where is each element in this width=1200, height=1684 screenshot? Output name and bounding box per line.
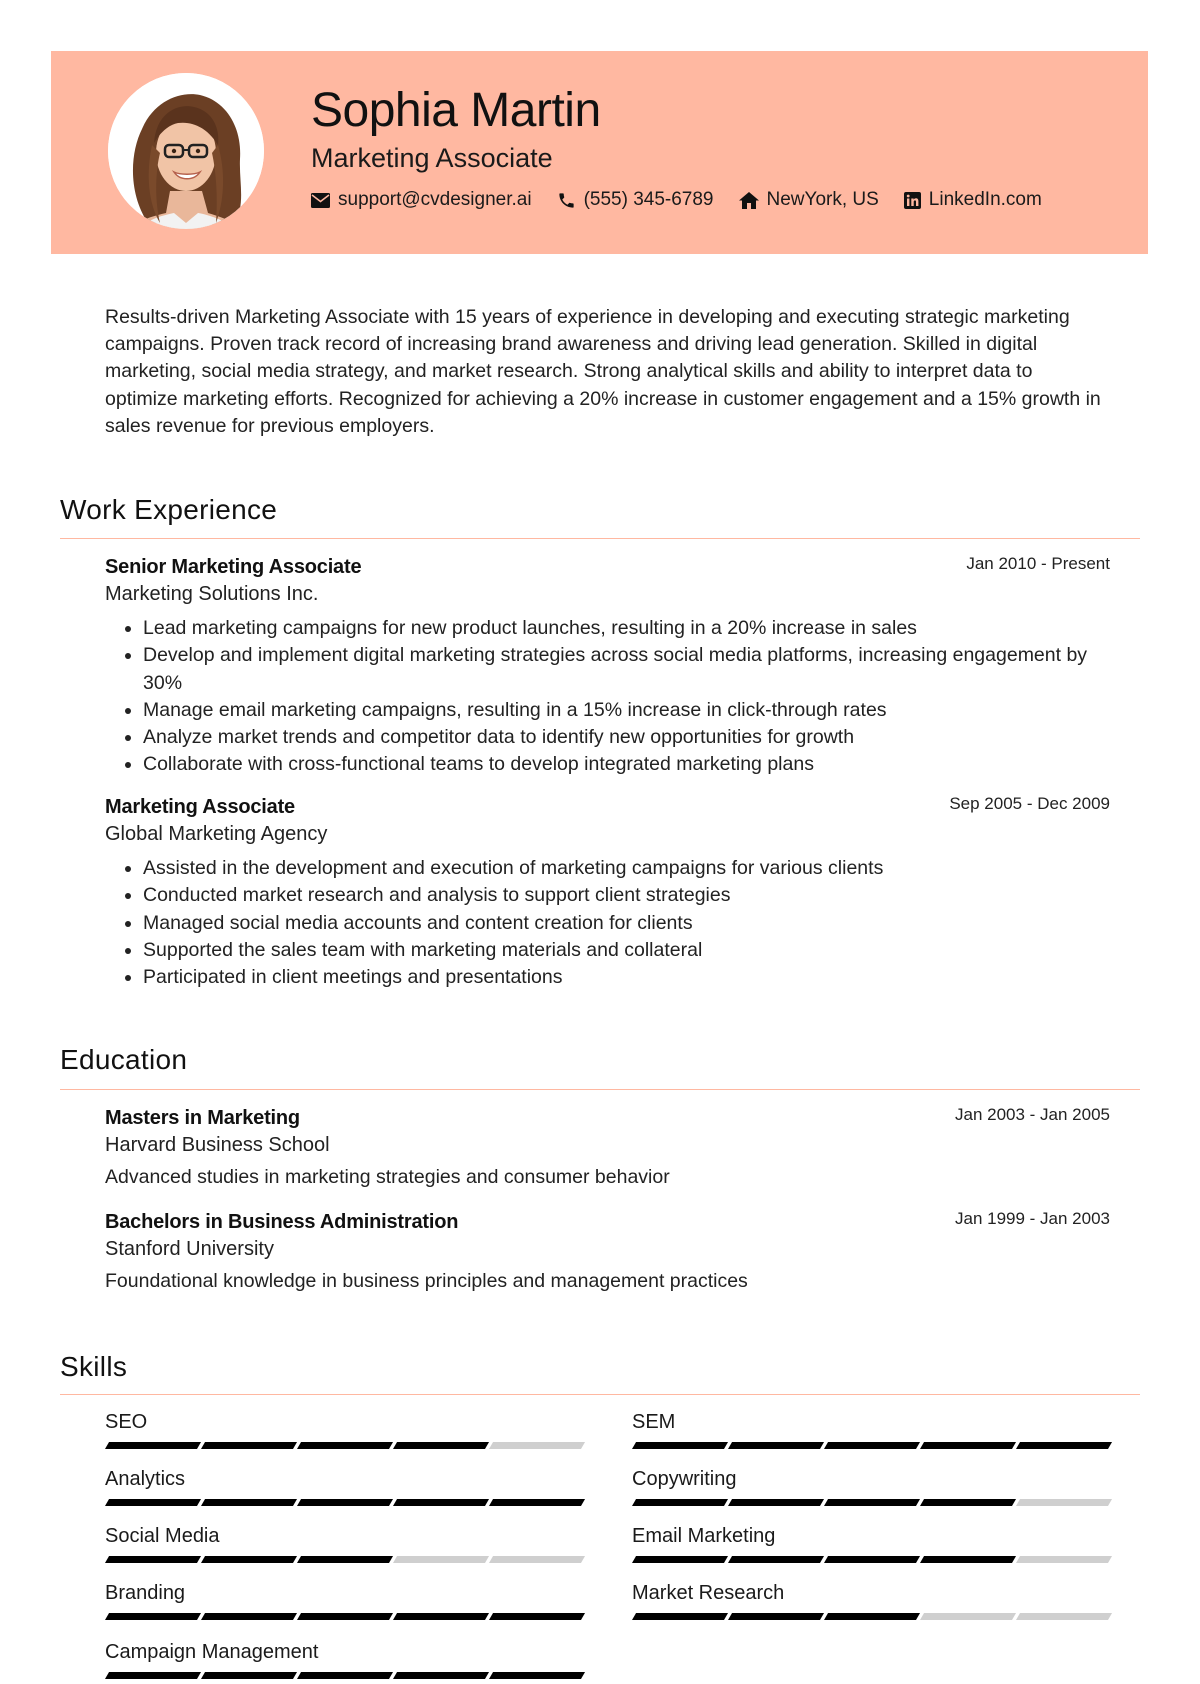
education-entry <box>105 1107 1110 1189</box>
phone-icon <box>557 191 576 210</box>
skill-segment-filled <box>297 1613 393 1620</box>
skill-segment-filled <box>393 1499 489 1506</box>
work-section-divider <box>60 538 1140 539</box>
skill-segment-filled <box>920 1499 1016 1506</box>
skill-name: Market Research <box>632 1582 785 1604</box>
skill-segment-empty <box>1016 1613 1112 1620</box>
contact-linkedin[interactable] <box>904 189 1042 211</box>
skill-level-bar <box>632 1499 1112 1506</box>
degree-date: Jan 1999 - Jan 2003 <box>954 1209 1110 1228</box>
degree-date: Jan 2003 - Jan 2005 <box>954 1105 1110 1124</box>
candidate-role: Marketing Associate <box>311 143 553 173</box>
skill-segment-filled <box>728 1556 824 1563</box>
education-section-divider <box>60 1089 1140 1090</box>
skill-segment-filled <box>201 1442 297 1449</box>
skill-level-bar <box>105 1613 585 1620</box>
work-entry <box>105 796 1110 991</box>
skill-segment-filled <box>105 1556 201 1563</box>
skill-item <box>105 1525 585 1563</box>
skill-level-bar <box>105 1499 585 1506</box>
skill-segment-filled <box>105 1613 201 1620</box>
job-date: Jan 2010 - Present <box>966 554 1110 573</box>
skill-segment-empty <box>920 1613 1016 1620</box>
skill-segment-filled <box>105 1672 201 1679</box>
company-name: Global Marketing Agency <box>105 823 328 845</box>
skill-segment-filled <box>393 1672 489 1679</box>
phone-text: (555) 345-6789 <box>583 189 714 210</box>
skill-segment-filled <box>824 1556 920 1563</box>
job-date: Sep 2005 - Dec 2009 <box>949 794 1110 813</box>
school-name: Harvard Business School <box>105 1134 330 1156</box>
envelope-icon <box>311 193 330 208</box>
skill-name: Campaign Management <box>105 1641 319 1663</box>
degree-title: Masters in Marketing <box>105 1107 300 1129</box>
bullet-item: • Manage email marketing campaigns, resulting in a 15% increase in click-through rates <box>143 697 1110 724</box>
skill-segment-filled <box>489 1613 585 1620</box>
contact-location <box>739 189 879 211</box>
skill-level-bar <box>632 1442 1112 1449</box>
degree-description: Advanced studies in marketing strategies and consumer behavior <box>105 1166 670 1188</box>
skill-segment-filled <box>824 1442 920 1449</box>
location-text: NewYork, US <box>766 189 879 210</box>
skill-segment-filled <box>297 1556 393 1563</box>
education-entry-head <box>105 1211 1110 1237</box>
skill-level-bar <box>105 1672 585 1679</box>
linkedin-text: LinkedIn.com <box>928 189 1042 210</box>
skill-segment-filled <box>201 1556 297 1563</box>
skill-segment-filled <box>728 1499 824 1506</box>
skill-name: Social Media <box>105 1525 220 1547</box>
candidate-name: Sophia Martin <box>311 84 601 137</box>
bullet-item: • Supported the sales team with marketing materials and collateral <box>143 937 1110 964</box>
summary-paragraph: Results-driven Marketing Associate with 15 years of experience in developing and executing strategic marketing campaigns. Proven track record of increasing brand awareness and driving lead generation. Skilled in digital marketing, social media strategy, and market research. Strong analytical skills and ability to interpret data to optimize marketing efforts. Recognized for achieving a 20% increase in customer engagement and a 15% growth in sales revenue for previous employers. <box>105 306 1101 437</box>
skill-segment-filled <box>297 1499 393 1506</box>
skill-level-bar <box>632 1613 1112 1620</box>
degree-title: Bachelors in Business Administration <box>105 1211 459 1233</box>
skill-segment-filled <box>632 1442 728 1449</box>
skill-segment-empty <box>393 1556 489 1563</box>
skill-level-bar <box>105 1556 585 1563</box>
bullet-item: • Assisted in the development and execution of marketing campaigns for various clients <box>143 855 1110 882</box>
education-section-title: Education <box>60 1044 188 1075</box>
bullet-item: • Develop and implement digital marketing strategies across social media platforms, increasing engagement by 30% <box>143 642 1110 697</box>
email-text: support@cvdesigner.ai <box>338 189 532 210</box>
skill-segment-filled <box>489 1672 585 1679</box>
degree-description: Foundational knowledge in business principles and management practices <box>105 1270 748 1292</box>
bullet-item: • Managed social media accounts and content creation for clients <box>143 910 1110 937</box>
contact-phone[interactable] <box>557 189 714 211</box>
skill-item <box>105 1641 585 1679</box>
job-bullets <box>105 615 1110 779</box>
skill-name: Copywriting <box>632 1468 737 1490</box>
skill-name: SEM <box>632 1411 676 1433</box>
skill-segment-filled <box>920 1442 1016 1449</box>
company-name: Marketing Solutions Inc. <box>105 583 319 605</box>
skill-segment-filled <box>728 1442 824 1449</box>
skill-segment-filled <box>105 1442 201 1449</box>
skill-item <box>105 1411 585 1449</box>
resume-header <box>51 51 1148 254</box>
job-title: Senior Marketing Associate <box>105 556 362 578</box>
work-entry-head <box>105 796 1110 822</box>
skill-name: SEO <box>105 1411 148 1433</box>
skill-segment-filled <box>632 1556 728 1563</box>
skill-segment-filled <box>201 1672 297 1679</box>
contact-email[interactable] <box>311 189 532 211</box>
job-title: Marketing Associate <box>105 796 295 818</box>
skill-segment-filled <box>393 1442 489 1449</box>
skill-item <box>632 1582 1112 1620</box>
skill-segment-filled <box>824 1613 920 1620</box>
skill-segment-filled <box>201 1499 297 1506</box>
skill-level-bar <box>632 1556 1112 1563</box>
skills-section-title: Skills <box>60 1351 128 1382</box>
skill-segment-filled <box>393 1613 489 1620</box>
linkedin-icon <box>904 192 921 209</box>
skill-segment-empty <box>489 1556 585 1563</box>
skill-segment-filled <box>824 1499 920 1506</box>
contact-row <box>311 189 1067 211</box>
work-entry-head <box>105 556 1110 582</box>
home-icon <box>739 192 759 209</box>
skill-item <box>632 1525 1112 1563</box>
skill-name: Analytics <box>105 1468 186 1490</box>
work-entry <box>105 556 1110 779</box>
profile-photo <box>108 73 264 229</box>
skills-section-divider <box>60 1394 1140 1395</box>
bullet-item: • Participated in client meetings and presentations <box>143 964 1110 991</box>
work-section-title: Work Experience <box>60 494 278 525</box>
skill-item <box>105 1468 585 1506</box>
skill-item <box>632 1468 1112 1506</box>
skill-segment-empty <box>1016 1499 1112 1506</box>
bullet-item: • Conducted market research and analysis to support client strategies <box>143 882 1110 909</box>
skill-segment-empty <box>489 1442 585 1449</box>
bullet-item: • Collaborate with cross-functional teams to develop integrated marketing plans <box>143 751 1110 778</box>
skill-segment-empty <box>1016 1556 1112 1563</box>
skill-segment-filled <box>632 1499 728 1506</box>
skill-name: Email Marketing <box>632 1525 776 1547</box>
skill-segment-filled <box>632 1613 728 1620</box>
skill-level-bar <box>105 1442 585 1449</box>
bullet-item: • Lead marketing campaigns for new product launches, resulting in a 20% increase in sales <box>143 615 1110 642</box>
job-bullets <box>105 855 1110 991</box>
skill-item <box>105 1582 585 1620</box>
skill-segment-filled <box>201 1613 297 1620</box>
bullet-item: • Analyze market trends and competitor data to identify new opportunities for growth <box>143 724 1110 751</box>
skill-segment-filled <box>489 1499 585 1506</box>
skill-segment-filled <box>105 1499 201 1506</box>
education-entry <box>105 1211 1110 1293</box>
skill-segment-filled <box>297 1672 393 1679</box>
school-name: Stanford University <box>105 1238 274 1260</box>
skill-segment-filled <box>1016 1442 1112 1449</box>
skill-segment-filled <box>920 1556 1016 1563</box>
skill-name: Branding <box>105 1582 186 1604</box>
education-entry-head <box>105 1107 1110 1133</box>
skill-segment-filled <box>297 1442 393 1449</box>
skill-segment-filled <box>728 1613 824 1620</box>
skill-item <box>632 1411 1112 1449</box>
